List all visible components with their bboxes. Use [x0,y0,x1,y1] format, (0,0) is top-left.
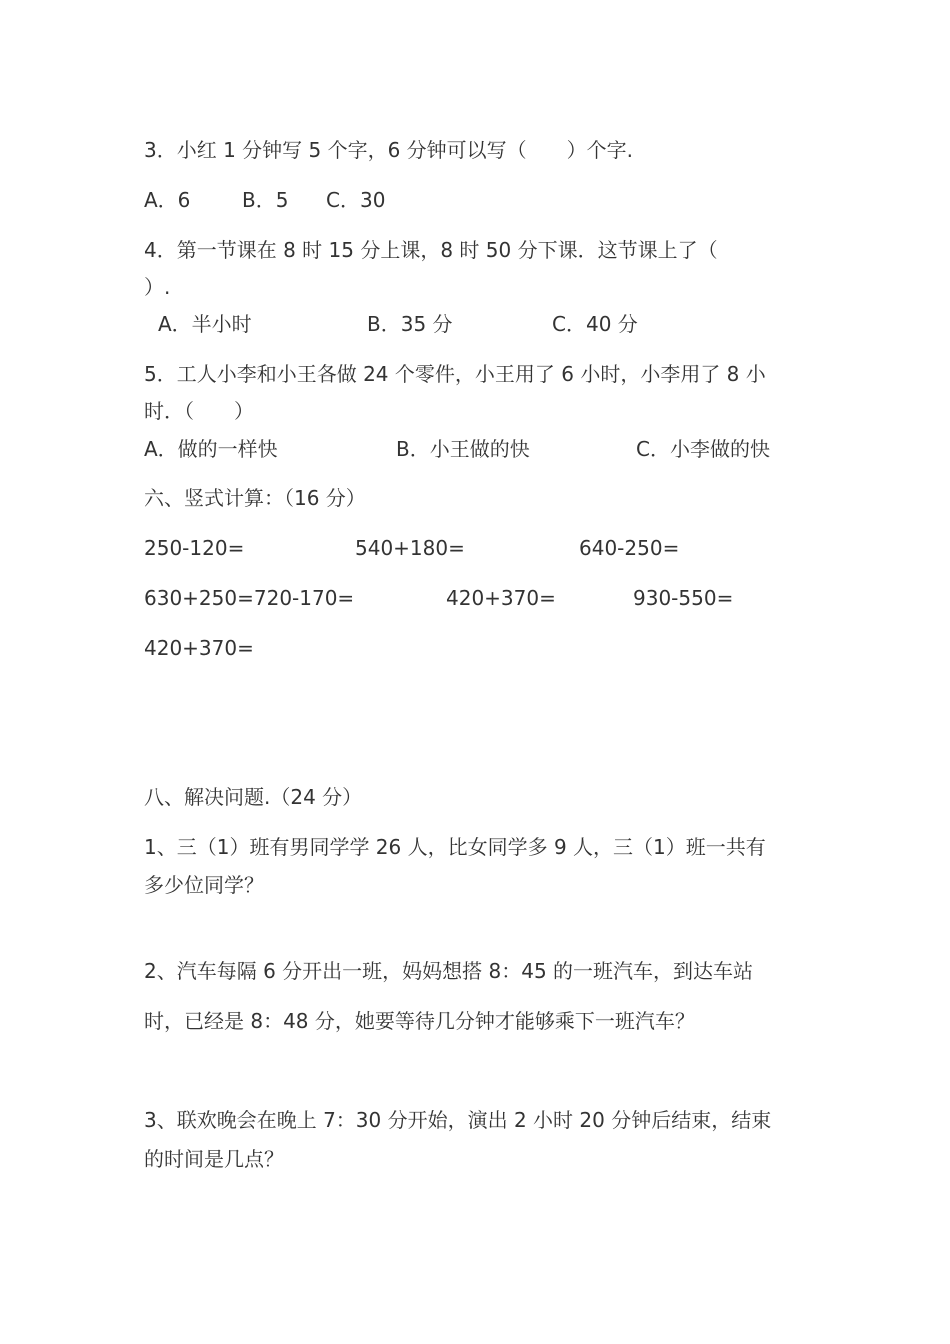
question-3-option-c: C．30 [326,188,386,212]
problem-2-line1: 2、汽车每隔 6 分开出一班，妈妈想搭 8：45 的一班汽车，到达车站 [144,959,754,983]
question-4-stem-line2: ）. [144,275,171,299]
calc-item: 420+370= [446,586,556,610]
question-4-stem-line1: 4．第一节课在 8 时 15 分上课，8 时 50 分下课．这节课上了（ [144,238,718,262]
question-5-stem-line1: 5．工人小李和小王各做 24 个零件，小王用了 6 小时，小李用了 8 小 [144,362,766,386]
section-8-heading: 八、解决问题.（24 分） [144,785,363,809]
calc-item: 540+180= [355,536,465,560]
problem-2-line2: 时，已经是 8：48 分，她要等待几分钟才能够乘下一班汽车？ [144,1009,695,1033]
section-6-heading: 六、竖式计算：（16 分） [144,486,366,510]
calc-item: 630+250=720-170= [144,586,355,610]
question-5-option-c: C．小李做的快 [636,437,770,461]
question-5-stem-line2: 时．（ ） [144,399,254,423]
question-4-option-c: C．40 分 [552,312,638,336]
calc-item: 250-120= [144,536,245,560]
question-4-option-a: A．半小时 [158,312,252,336]
problem-3-line1: 3、联欢晚会在晚上 7：30 分开始，演出 2 小时 20 分钟后结束，结束 [144,1108,772,1132]
problem-1-line1: 1、三（1）班有男同学学 26 人，比女同学多 9 人，三（1）班一共有 [144,835,766,859]
question-3-option-a: A．6 [144,188,191,212]
calc-item: 930-550= [633,586,734,610]
calc-item: 640-250= [579,536,680,560]
question-3-option-b: B．5 [242,188,289,212]
question-3-stem: 3．小红 1 分钟写 5 个字，6 分钟可以写（ ）个字. [144,138,634,162]
calc-item: 420+370= [144,636,254,660]
question-5-option-a: A．做的一样快 [144,437,278,461]
problem-3-line2: 的时间是几点？ [144,1147,284,1171]
problem-1-line2: 多少位同学？ [144,873,264,897]
question-5-option-b: B．小王做的快 [396,437,530,461]
question-4-option-b: B．35 分 [367,312,453,336]
